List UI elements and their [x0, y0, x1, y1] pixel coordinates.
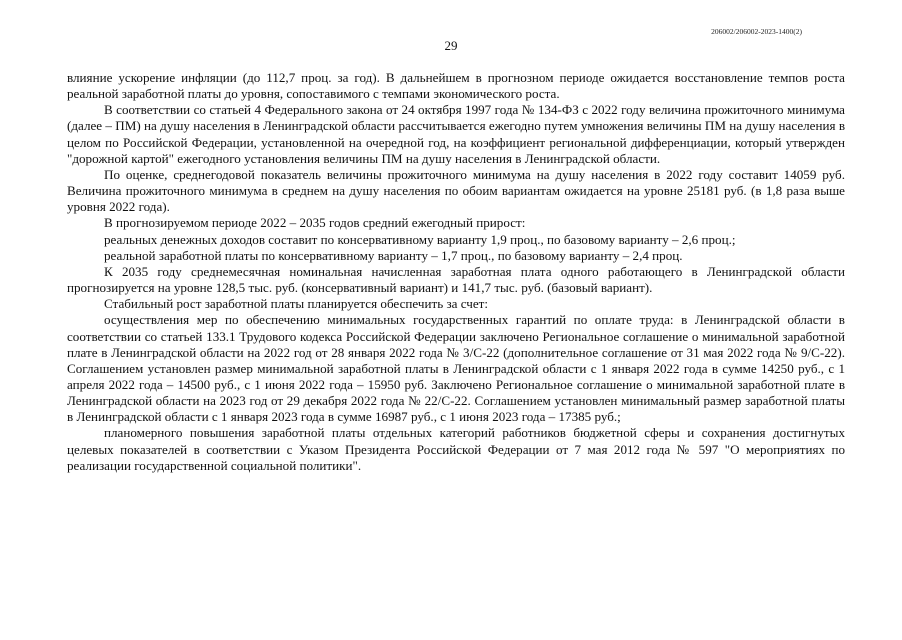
paragraph-subsistence-law: В соответствии со статьей 4 Федерального закона от 24 октября 1997 года № 134-ФЗ с 2022 году величина прожиточного минимума (далее – ПМ) на душу населения в Ленинградской области рассчитывается ежегодно путем умножения величины ПМ на душу населения в целом по Российской Федерации, установленной на очередной год, на коэффициент региональной дифференциации, который утвержден "дорожной картой" ежегодного установления величины ПМ на душу населения в Ленинградской области.	[67, 102, 845, 166]
paragraph-inflation-continuation: влияние ускорение инфляции (до 112,7 проц. за год). В дальнейшем в прогнозном периоде ожидается восстановление темпов роста реальной заработной платы до уровня, сопоставимого с темпами экономического роста.	[67, 70, 845, 102]
paragraph-minimum-wage-agreements: осуществления мер по обеспечению минимальных государственных гарантий по оплате труда: в Ленинградской области в соответствии со статьей 133.1 Трудового кодекса Российской Федерации заключено Региональное соглашение о минимальной заработной плате в Ленинградской области на 2022 год от 28 января 2022 года № 3/С-22 (дополнительное соглашение от 31 мая 2022 года № 9/С-22). Соглашением установлен размер минимальной заработной платы в Ленинградской области с 1 января 2022 года в сумме 14250 руб., с 1 апреля 2022 года – 14500 руб., с 1 июня 2022 года – 15950 руб. Заключено Региональное соглашение о минимальной заработной плате в Ленинградской области на 2023 год от 29 декабря 2022 года № 22/С-22. Соглашением установлен минимальный размер заработной платы в Ленинградской области с 1 января 2023 года в сумме 16987 руб., с 1 июня 2023 года – 17385 руб.;	[67, 312, 845, 425]
paragraph-public-sector-wages: планомерного повышения заработной платы отдельных категорий работников бюджетной сферы и сохранения достигнутых целевых показателей в соответствии с Указом Президента Российской Федерации от 7 мая 2012 года № 597 "О мероприятиях по реализации государственной социальной политики".	[67, 425, 845, 473]
paragraph-subsistence-estimate: По оценке, среднегодовой показатель величины прожиточного минимума на душу населения в 2022 году составит 14059 руб. Величина прожиточного минимума в среднем на душу населения по обоим вариантам ожидается на уровне 25181 руб. (в 1,8 раза выше уровня 2022 года).	[67, 166, 845, 215]
paragraph-real-wages: реальной заработной платы по консервативному варианту – 1,7 проц., по базовому варианту – 2,4 проц.	[104, 247, 683, 263]
paragraph-wage-forecast-2035: К 2035 году среднемесячная номинальная начисленная заработная плата одного работающего в Ленинградской области прогнозируется на уровне 128,5 тыс. руб. (консервативный вариант) и 141,7 тыс. руб. (базовый вариант).	[67, 263, 845, 296]
paragraph-real-income: реальных денежных доходов составит по консервативному варианту 1,9 проц., по базовому варианту – 2,6 проц.;	[104, 231, 736, 247]
body-text	[67, 70, 845, 474]
paragraph-wage-growth-means: Стабильный рост заработной платы планируется обеспечить за счет:	[104, 296, 489, 312]
paragraph-growth-intro: В прогнозируемом периоде 2022 – 2035 годов средний ежегодный прирост:	[104, 215, 526, 231]
page-number: 29	[444, 38, 458, 53]
document-code: 206002/206002-2023-1400(2)	[711, 27, 802, 36]
